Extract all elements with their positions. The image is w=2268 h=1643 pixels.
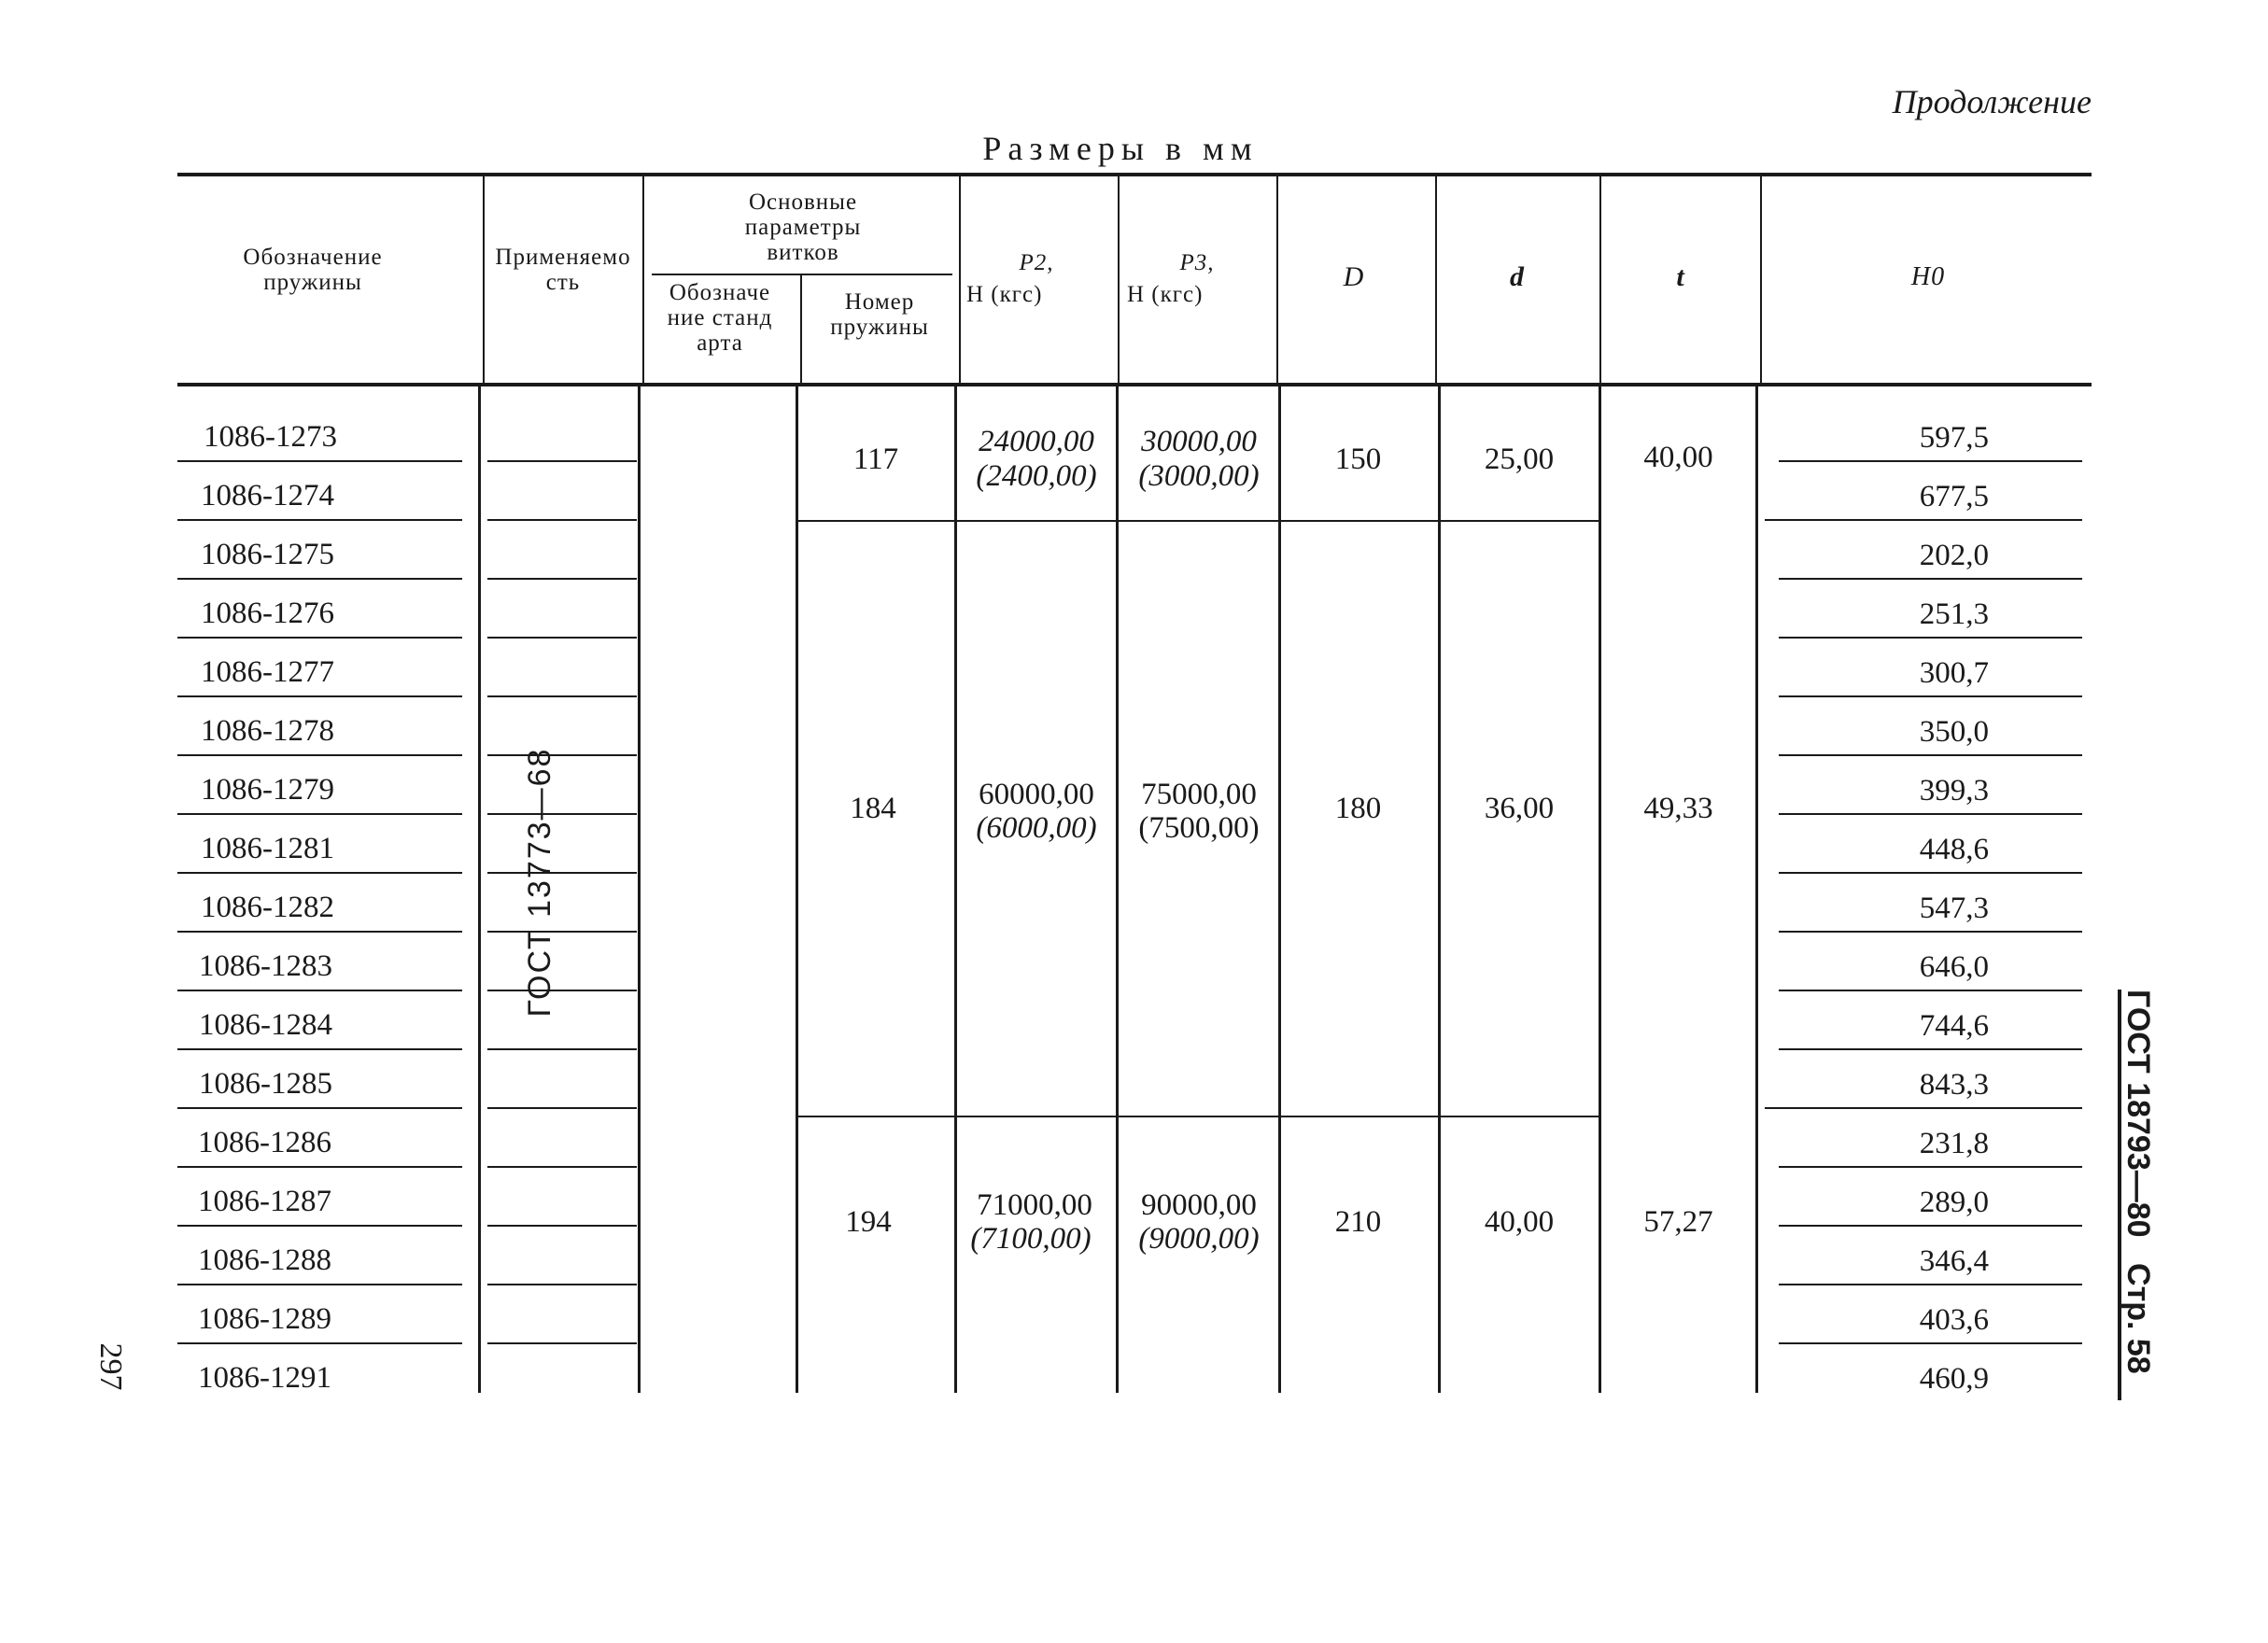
table-row-code: 1086-1283 — [199, 949, 332, 983]
table-row-code: 1086-1284 — [199, 1008, 332, 1042]
h0-value: 677,5 — [1919, 480, 1989, 513]
header-D: D — [1343, 261, 1365, 292]
h0-value: 460,9 — [1919, 1362, 1989, 1396]
hdr-vline-1 — [483, 175, 485, 385]
h0-value: 843,3 — [1919, 1068, 1989, 1102]
hdr-vline-6 — [1276, 175, 1278, 385]
header-p2-unit: Н (кгс) — [966, 282, 1043, 307]
p3-kgf-value: (3000,00) — [1138, 459, 1260, 493]
header-p3-symbol: P3, — [1179, 250, 1215, 275]
h0-value: 744,6 — [1919, 1009, 1989, 1043]
p2-value: 71000,00 — [977, 1188, 1092, 1222]
table-row-code: 1086-1286 — [198, 1126, 331, 1159]
p3-value: 75000,00 — [1141, 778, 1257, 811]
table-row-code: 1086-1291 — [198, 1361, 331, 1395]
header-standard-designation: Обозначение стандарта — [667, 280, 773, 356]
table-row-code: 1086-1281 — [201, 832, 334, 865]
body-vline-8 — [1599, 386, 1601, 1393]
header-bottom-border — [177, 383, 2092, 386]
header-t: t — [1676, 261, 1685, 292]
body-vline-1 — [478, 386, 481, 1393]
p3-value: 90000,00 — [1141, 1188, 1257, 1222]
page-number: 297 — [93, 1342, 128, 1391]
header-p3 — [1127, 250, 1267, 275]
header-designation: Обозначение пружины — [243, 245, 383, 295]
group-divider-2 — [798, 1116, 1599, 1117]
h0-value: 403,6 — [1919, 1303, 1989, 1337]
h0-value: 547,3 — [1919, 892, 1989, 925]
group-divider-1 — [798, 520, 1599, 522]
p2-kgf-value: (7100,00) — [970, 1222, 1092, 1256]
d-value: 25,00 — [1484, 442, 1555, 476]
main-params-divider — [652, 274, 952, 275]
d-value: 36,00 — [1484, 792, 1555, 825]
table-row-code: 1086-1274 — [201, 479, 334, 513]
D-value: 150 — [1334, 442, 1382, 476]
header-p2-symbol: P2, — [1019, 250, 1054, 275]
t-value: 49,33 — [1643, 792, 1713, 825]
table-row-code: 1086-1282 — [201, 891, 334, 924]
h0-value: 350,0 — [1919, 715, 1989, 749]
header-p2 — [966, 250, 1106, 275]
hdr-vline-2 — [642, 175, 644, 385]
table-row-code: 1086-1275 — [201, 538, 334, 571]
h0-value: 202,0 — [1919, 539, 1989, 572]
h0-value: 251,3 — [1919, 597, 1989, 631]
D-value: 210 — [1334, 1205, 1382, 1239]
header-d: d — [1510, 261, 1525, 292]
p2-value: 60000,00 — [979, 778, 1094, 811]
spring-number: 194 — [845, 1205, 892, 1239]
body-vline-2 — [638, 386, 641, 1393]
table-row-code: 1086-1278 — [201, 714, 334, 748]
spring-number: 184 — [850, 792, 896, 825]
h0-value: 289,0 — [1919, 1186, 1989, 1219]
hdr-vline-5 — [1118, 175, 1120, 385]
D-value: 180 — [1334, 792, 1382, 825]
h0-value: 399,3 — [1919, 774, 1989, 807]
side-standard-label — [2118, 990, 2159, 1400]
h0-value: 231,8 — [1919, 1127, 1989, 1160]
table-caption: Размеры в мм — [982, 130, 1259, 167]
p3-value: 30000,00 — [1141, 425, 1257, 458]
table-row-code: 1086-1287 — [198, 1185, 331, 1218]
h0-value: 597,5 — [1919, 421, 1989, 455]
table-row-code: 1086-1277 — [201, 655, 334, 689]
table-row-code: 1086-1273 — [204, 420, 337, 454]
hdr-vline-7 — [1435, 175, 1437, 385]
h0-value: 346,4 — [1919, 1244, 1989, 1278]
p2-value: 24000,00 — [979, 425, 1094, 458]
side-page-label: Стр. 58 — [2120, 1263, 2156, 1374]
hdr-vline-9 — [1760, 175, 1762, 385]
table-row-code: 1086-1289 — [198, 1302, 331, 1336]
standard-vertical-label: ГОСТ 13773—68 — [522, 747, 557, 1018]
h0-value: 646,0 — [1919, 950, 1989, 984]
continuation-label: Продолжение — [1892, 83, 2092, 120]
t-value: 40,00 — [1643, 441, 1713, 474]
side-standard-code: ГОСТ 18793—80 — [2120, 990, 2156, 1238]
header-spring-number: Номер пружины — [830, 289, 929, 340]
table-row-code: 1086-1288 — [198, 1243, 331, 1277]
table-row-code: 1086-1285 — [199, 1067, 332, 1101]
h0-value: 448,6 — [1919, 833, 1989, 866]
hdr-vline-3 — [800, 275, 802, 385]
header-main-params: Основные параметры витков — [744, 190, 862, 265]
spring-number: 117 — [852, 442, 899, 476]
body-vline-9 — [1755, 386, 1758, 1393]
h0-value: 300,7 — [1919, 656, 1989, 690]
p3-kgf-value: (7500,00) — [1138, 811, 1260, 845]
header-p3-unit: Н (кгс) — [1127, 282, 1204, 307]
body-vline-3 — [796, 386, 798, 1393]
table-row-code: 1086-1279 — [201, 773, 334, 807]
d-value: 40,00 — [1484, 1205, 1555, 1239]
p2-kgf-value: (6000,00) — [976, 811, 1097, 845]
t-value: 57,27 — [1643, 1205, 1713, 1239]
body-vline-7 — [1438, 386, 1441, 1393]
p3-kgf-value: (9000,00) — [1138, 1222, 1260, 1256]
header-applicability: Применяемость — [495, 245, 631, 295]
p2-kgf-value: (2400,00) — [976, 459, 1097, 493]
table-row-code: 1086-1276 — [201, 597, 334, 630]
table-top-border — [177, 173, 2092, 176]
hdr-vline-8 — [1599, 175, 1601, 385]
header-H0: H0 — [1910, 262, 1946, 291]
hdr-vline-4 — [959, 175, 961, 385]
